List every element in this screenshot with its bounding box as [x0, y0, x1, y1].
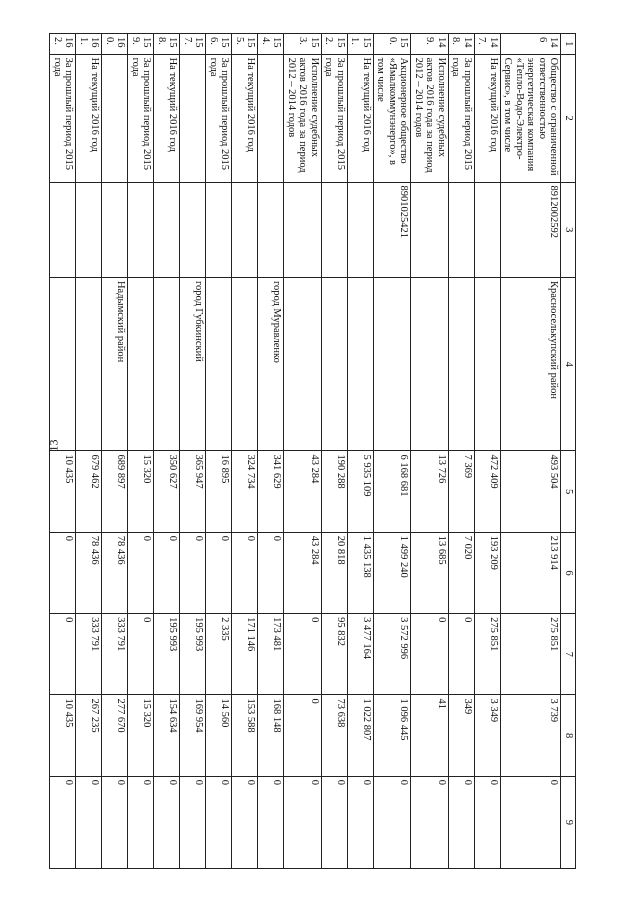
- value-cell: 195 993: [180, 614, 206, 695]
- inn-cell: [154, 182, 180, 277]
- row-label-cell: Акционерное общество «Ямалкоммунэнерго», в том числе: [374, 54, 412, 182]
- row-number-cell: 153.: [284, 34, 322, 55]
- value-cell: 193 209: [475, 532, 501, 613]
- value-cell: 350 627: [154, 451, 180, 532]
- row-label-cell: За прошлый период 2015 года: [206, 54, 232, 182]
- value-cell: 20 818: [322, 532, 348, 613]
- table-row: [348, 34, 374, 869]
- row-label-cell: На текущий 2016 год: [348, 54, 374, 182]
- area-cell: [154, 277, 180, 451]
- area-cell: [374, 277, 412, 451]
- row-label-cell: За прошлый период 2015 года: [50, 54, 76, 182]
- row-label-cell: [102, 54, 128, 182]
- value-cell: 0: [449, 776, 475, 868]
- value-cell: 13 726: [411, 451, 449, 532]
- row-label-cell: Исполнение судебных актов 2016 года за период 2012 – 2014 годов: [284, 54, 322, 182]
- row-number-cell: 162.: [50, 34, 76, 55]
- value-cell: 277 670: [102, 695, 128, 776]
- value-cell: 190 288: [322, 451, 348, 532]
- value-cell: 0: [501, 776, 562, 868]
- value-cell: 0: [374, 776, 412, 868]
- value-cell: 41: [411, 695, 449, 776]
- value-cell: 0: [128, 614, 154, 695]
- column-number-header: 1: [561, 34, 576, 55]
- value-cell: 153 588: [232, 695, 258, 776]
- area-cell: [206, 277, 232, 451]
- area-cell: [411, 277, 449, 451]
- column-number-header: 3: [561, 182, 576, 277]
- row-label-cell: За прошлый период 2015 года: [449, 54, 475, 182]
- row-label-cell: На текущий 2016 год: [76, 54, 102, 182]
- inn-cell: [322, 182, 348, 277]
- column-number-header: 2: [561, 54, 576, 182]
- value-cell: 10 435: [50, 695, 76, 776]
- value-cell: 78 436: [102, 532, 128, 613]
- row-number-cell: 150.: [374, 34, 412, 55]
- value-cell: 0: [154, 776, 180, 868]
- value-cell: 0: [322, 776, 348, 868]
- row-number-cell: 155.: [232, 34, 258, 55]
- inn-cell: [180, 182, 206, 277]
- value-cell: 0: [411, 776, 449, 868]
- value-cell: 0: [232, 532, 258, 613]
- row-label-cell: На текущий 2016 год: [154, 54, 180, 182]
- value-cell: 472 409: [475, 451, 501, 532]
- value-cell: 168 148: [258, 695, 284, 776]
- value-cell: 5 935 109: [348, 451, 374, 532]
- value-cell: 3 477 164: [348, 614, 374, 695]
- value-cell: 0: [475, 776, 501, 868]
- value-cell: 173 481: [258, 614, 284, 695]
- row-number-cell: 156.: [206, 34, 232, 55]
- column-number-header: 8: [561, 695, 576, 776]
- value-cell: 0: [206, 776, 232, 868]
- value-cell: 213 914: [501, 532, 562, 613]
- table-row: [411, 34, 449, 869]
- area-cell: [475, 277, 501, 451]
- value-cell: 10 435: [50, 451, 76, 532]
- row-number-cell: 157.: [180, 34, 206, 55]
- inn-cell: [475, 182, 501, 277]
- value-cell: 73 638: [322, 695, 348, 776]
- row-number-cell: 159.: [128, 34, 154, 55]
- table-row: [154, 34, 180, 869]
- row-label-cell: На текущий 2016 год: [475, 54, 501, 182]
- table-row: [501, 34, 562, 869]
- row-label-cell: За прошлый период 2015 года: [322, 54, 348, 182]
- row-label-cell: На текущий 2016 год: [232, 54, 258, 182]
- value-cell: 275 851: [475, 614, 501, 695]
- page-number: 13: [46, 439, 61, 452]
- column-number-header: 9: [561, 776, 576, 868]
- value-cell: 43 284: [284, 532, 322, 613]
- inn-cell: 8901025421: [374, 182, 412, 277]
- value-cell: 493 504: [501, 451, 562, 532]
- row-label-cell: [258, 54, 284, 182]
- table-row: [374, 34, 412, 869]
- column-number-header: 5: [561, 451, 576, 532]
- area-cell: город Муравленко: [258, 277, 284, 451]
- row-number-cell: 158.: [154, 34, 180, 55]
- area-cell: [50, 277, 76, 451]
- value-cell: 7 020: [449, 532, 475, 613]
- inn-cell: [449, 182, 475, 277]
- value-cell: 15 320: [128, 695, 154, 776]
- inn-cell: [411, 182, 449, 277]
- value-cell: 171 146: [232, 614, 258, 695]
- value-cell: 1 022 807: [348, 695, 374, 776]
- table-row: [76, 34, 102, 869]
- inn-cell: [102, 182, 128, 277]
- value-cell: 13 685: [411, 532, 449, 613]
- value-cell: 3 739: [501, 695, 562, 776]
- row-number-cell: 149.: [411, 34, 449, 55]
- table-row: [128, 34, 154, 869]
- value-cell: 0: [128, 776, 154, 868]
- data-table: [50, 33, 577, 869]
- value-cell: 0: [258, 532, 284, 613]
- table-row: [475, 34, 501, 869]
- row-number-cell: 160.: [102, 34, 128, 55]
- value-cell: 3 572 996: [374, 614, 412, 695]
- value-cell: 3 349: [475, 695, 501, 776]
- value-cell: 0: [411, 614, 449, 695]
- value-cell: 1 499 240: [374, 532, 412, 613]
- value-cell: 0: [50, 614, 76, 695]
- rotated-table-container: [52, 33, 576, 869]
- table-row: [180, 34, 206, 869]
- table-row: [206, 34, 232, 869]
- value-cell: 0: [284, 614, 322, 695]
- area-cell: [76, 277, 102, 451]
- value-cell: 43 284: [284, 451, 322, 532]
- value-cell: 78 436: [76, 532, 102, 613]
- inn-cell: [76, 182, 102, 277]
- table-row: [50, 34, 76, 869]
- value-cell: 1 096 445: [374, 695, 412, 776]
- value-cell: 7 369: [449, 451, 475, 532]
- value-cell: 0: [102, 776, 128, 868]
- row-number-cell: 146: [501, 34, 562, 55]
- table-row: [449, 34, 475, 869]
- value-cell: 0: [128, 532, 154, 613]
- value-cell: 1 435 138: [348, 532, 374, 613]
- inn-cell: [284, 182, 322, 277]
- value-cell: 275 851: [501, 614, 562, 695]
- value-cell: 0: [50, 776, 76, 868]
- value-cell: 689 897: [102, 451, 128, 532]
- row-number-cell: 148.: [449, 34, 475, 55]
- value-cell: 15 320: [128, 451, 154, 532]
- value-cell: 0: [206, 532, 232, 613]
- value-cell: 0: [76, 776, 102, 868]
- value-cell: 0: [284, 776, 322, 868]
- value-cell: 0: [180, 776, 206, 868]
- row-number-cell: 151.: [348, 34, 374, 55]
- row-number-cell: 154.: [258, 34, 284, 55]
- value-cell: 0: [50, 532, 76, 613]
- table-row: [258, 34, 284, 869]
- value-cell: 0: [258, 776, 284, 868]
- value-cell: 0: [449, 614, 475, 695]
- row-label-cell: Исполнение судебных актов 2016 года за период 2012 – 2014 годов: [411, 54, 449, 182]
- table-row: [284, 34, 322, 869]
- value-cell: 6 168 681: [374, 451, 412, 532]
- area-cell: Надымский район: [102, 277, 128, 451]
- column-number-header: 7: [561, 614, 576, 695]
- area-cell: [348, 277, 374, 451]
- value-cell: 333 791: [102, 614, 128, 695]
- inn-cell: [232, 182, 258, 277]
- area-cell: [128, 277, 154, 451]
- value-cell: 16 895: [206, 451, 232, 532]
- area-cell: Красноселькупский район: [501, 277, 562, 451]
- row-label-cell: [180, 54, 206, 182]
- value-cell: 324 734: [232, 451, 258, 532]
- inn-cell: [128, 182, 154, 277]
- area-cell: [449, 277, 475, 451]
- value-cell: 95 832: [322, 614, 348, 695]
- row-label-cell: За прошлый период 2015 года: [128, 54, 154, 182]
- value-cell: 0: [284, 695, 322, 776]
- value-cell: 14 560: [206, 695, 232, 776]
- inn-cell: [348, 182, 374, 277]
- value-cell: 349: [449, 695, 475, 776]
- inn-cell: [50, 182, 76, 277]
- row-number-cell: 161.: [76, 34, 102, 55]
- area-cell: [322, 277, 348, 451]
- column-number-header: 6: [561, 532, 576, 613]
- table-row: [102, 34, 128, 869]
- value-cell: 679 462: [76, 451, 102, 532]
- value-cell: 267 235: [76, 695, 102, 776]
- value-cell: 365 947: [180, 451, 206, 532]
- column-number-row: [561, 34, 576, 869]
- value-cell: 0: [232, 776, 258, 868]
- value-cell: 0: [348, 776, 374, 868]
- value-cell: 169 954: [180, 695, 206, 776]
- table-row: [322, 34, 348, 869]
- inn-cell: [206, 182, 232, 277]
- value-cell: 0: [180, 532, 206, 613]
- row-number-cell: 152.: [322, 34, 348, 55]
- table-row: [232, 34, 258, 869]
- inn-cell: [258, 182, 284, 277]
- value-cell: 333 791: [76, 614, 102, 695]
- value-cell: 154 634: [154, 695, 180, 776]
- row-label-cell: Общество с ограниченной ответственностью энергетическая компания «Тепло-Водо-Электро-Сервис», в том числе: [501, 54, 562, 182]
- value-cell: 0: [154, 532, 180, 613]
- value-cell: 2 335: [206, 614, 232, 695]
- area-cell: [284, 277, 322, 451]
- row-number-cell: 147.: [475, 34, 501, 55]
- column-number-header: 4: [561, 277, 576, 451]
- area-cell: [232, 277, 258, 451]
- value-cell: 341 629: [258, 451, 284, 532]
- table-body: [50, 34, 561, 869]
- inn-cell: 8912002592: [501, 182, 562, 277]
- area-cell: город Губкинский: [180, 277, 206, 451]
- value-cell: 195 993: [154, 614, 180, 695]
